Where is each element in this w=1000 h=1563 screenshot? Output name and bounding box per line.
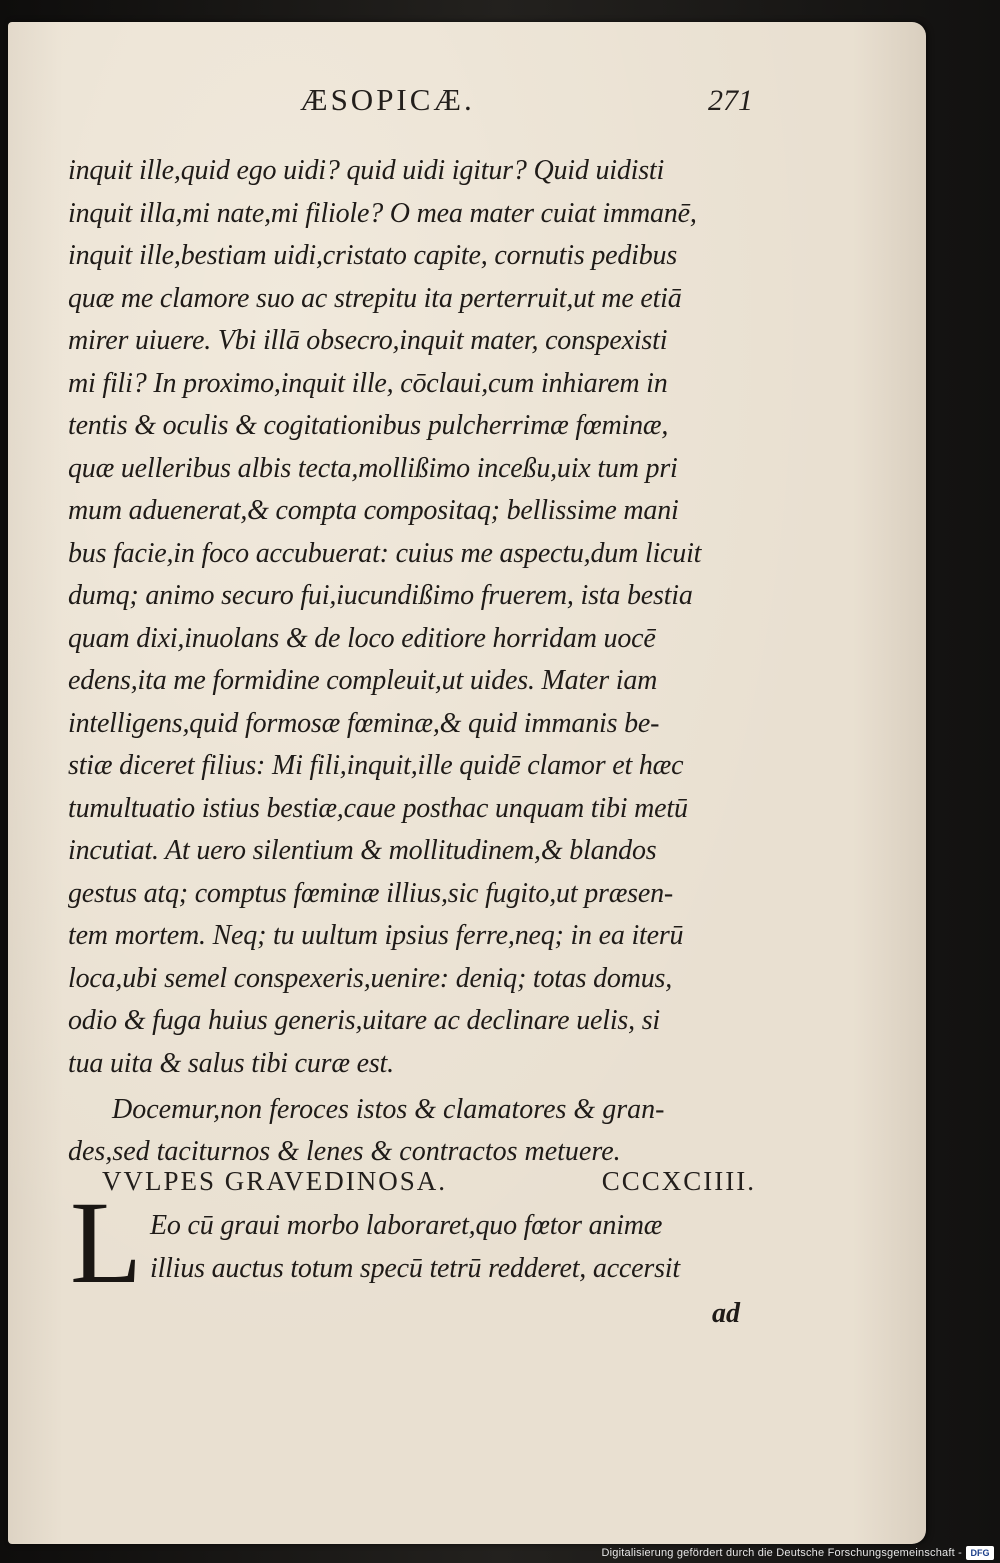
text-line: tem mortem. Neq; tu uultum ipsius ferre,neq; in ea iterū — [68, 920, 684, 951]
text-line: inquit ille,quid ego uidi? quid uidi igitur? Quid uidisti — [68, 155, 665, 186]
text-line: bus facie,in foco accubuerat: cuius me aspectu,dum licuit — [68, 537, 702, 569]
text-line: odio & fuga huius generis,uitare ac declinare uelis, si — [68, 1005, 660, 1036]
text-line: mi fili? In proximo,inquit ille, cōclaui,cum inhiarem in — [68, 367, 668, 399]
moral-line: des,sed taciturnos & lenes & contractos metuere. — [68, 1136, 621, 1167]
text-line: quam dixi,inuolans & de loco editiore horridam uocē — [68, 622, 656, 654]
text-line: illius auctus totum specū tetrū redderet, accersit — [150, 1252, 680, 1284]
text-line: gestus atq; comptus fœminæ illius,sic fugito,ut præsen- — [68, 877, 674, 909]
text-line: tua uita & salus tibi curæ est. — [68, 1047, 394, 1079]
fable-title: VVLPES GRAVEDINOSA. — [102, 1166, 448, 1196]
text-line: quæ uelleribus albis tecta,mollißimo inceßu,uix tum pri — [68, 452, 678, 484]
text-line: mum aduenerat,& compta compositaq; bellissime mani — [68, 495, 679, 526]
dfg-logo: DFG — [966, 1546, 994, 1560]
drop-cap-initial: L — [70, 1177, 143, 1308]
text-line: mirer uiuere. Vbi illā obsecro,inquit mater, conspexisti — [68, 325, 668, 356]
text-line: loca,ubi semel conspexeris,uenire: deniq; totas domus, — [68, 962, 673, 994]
text-line: Eo cū graui morbo laboraret,quo fœtor animæ — [150, 1210, 663, 1241]
page-number: 271 — [708, 84, 753, 117]
moral-line: Docemur,non feroces istos & clamatores & gran- — [112, 1094, 665, 1125]
fable-heading — [102, 1166, 756, 1197]
fable-text — [150, 1205, 760, 1290]
text-line: inquit ille,bestiam uidi,cristato capite, cornutis pedibus — [68, 240, 678, 271]
body-text — [68, 150, 758, 1173]
text-line: incutiat. At uero silentium & mollitudinem,& blandos — [68, 835, 657, 866]
text-line: stiæ diceret filius: Mi fili,inquit,ille quidē clamor et hæc — [68, 750, 684, 781]
catchword: ad — [712, 1298, 740, 1329]
text-line: intelligens,quid formosæ fœminæ,& quid immanis be- — [68, 707, 660, 739]
text-line: inquit illa,mi nate,mi filiole? O mea mater cuiat immanē, — [68, 197, 697, 229]
text-line: quæ me clamore suo ac strepitu ita perterruit,ut me etiā — [68, 282, 682, 314]
text-line: edens,ita me formidine compleuit,ut uides. Mater iam — [68, 665, 658, 696]
running-head: ÆSOPICÆ. — [300, 82, 475, 117]
fable-number: CCCXCIIII. — [601, 1166, 756, 1196]
text-line: dumq; animo securo fui,iucundißimo fruerem, ista bestia — [68, 580, 693, 611]
text-line: tentis & oculis & cogitationibus pulcherrimæ fœminæ, — [68, 410, 669, 441]
text-line: tumultuatio istius bestiæ,caue posthac unquam tibi metū — [68, 792, 688, 824]
digitization-credit: Digitalisierung gefördert durch die Deutsche Forschungsgemeinschaft - — [601, 1547, 962, 1559]
